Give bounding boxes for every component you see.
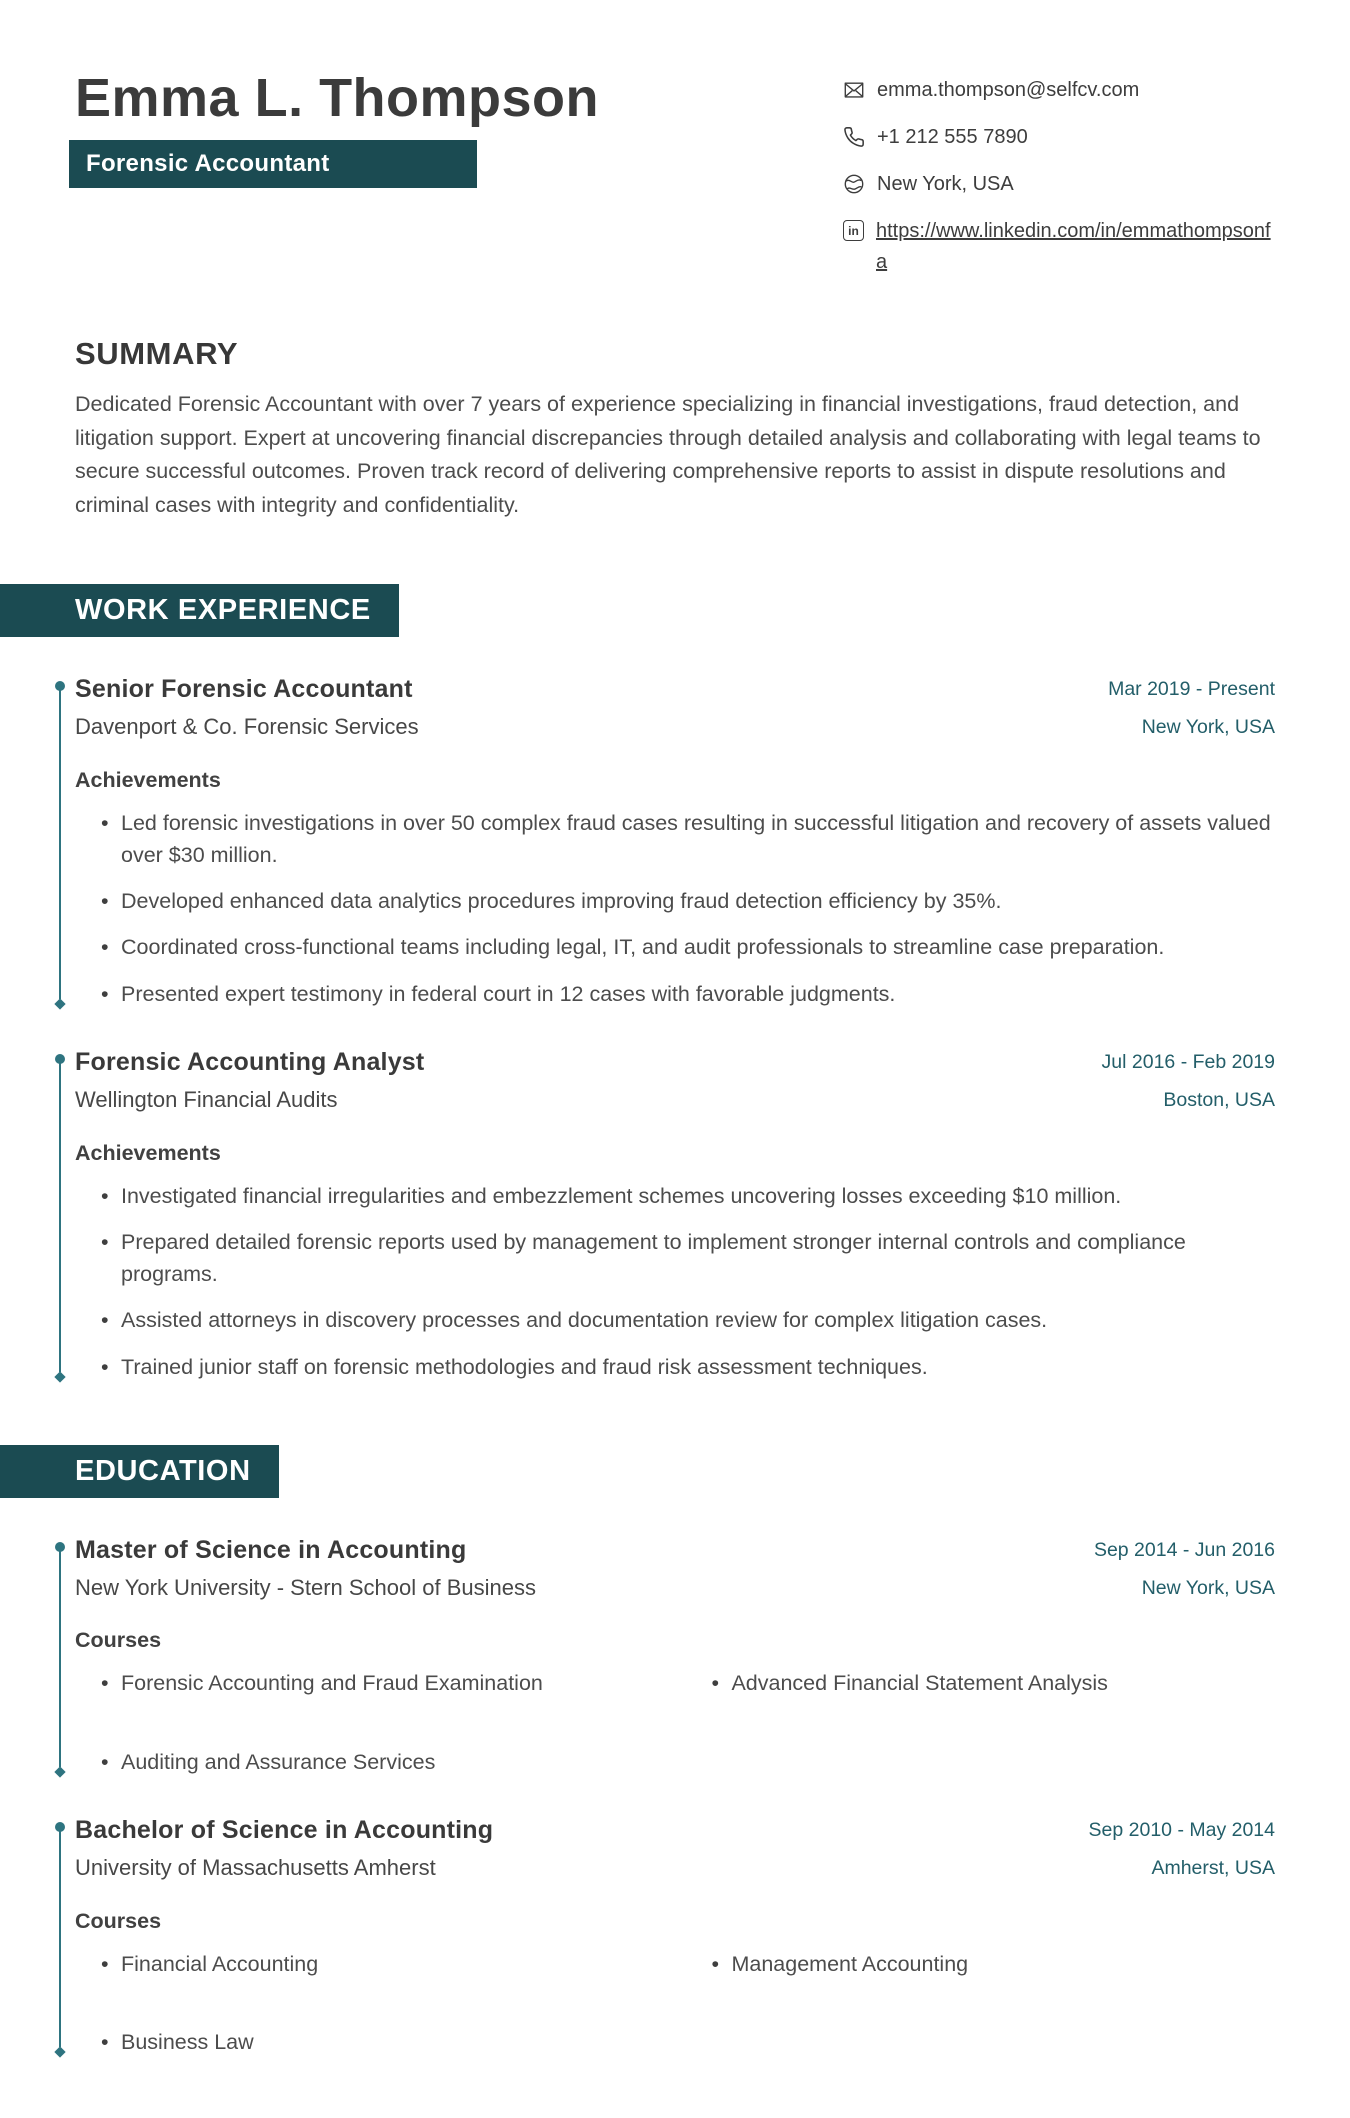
timeline-line — [59, 690, 61, 999]
achievement-item: • Assisted attorneys in discovery processes and documentation review for complex litigation cases. — [101, 1304, 1275, 1336]
degree-block — [75, 1536, 536, 1603]
job-location: Boston, USA — [1163, 1088, 1275, 1111]
course-item: • Auditing and Assurance Services — [101, 1746, 711, 1778]
achievement-item: • Led forensic investigations in over 50 complex fraud cases resulting in successful litigation and recovery of assets valued over $30 million. — [101, 807, 1275, 872]
education-location: Amherst, USA — [1151, 1856, 1275, 1879]
achievements-label: Achievements — [75, 1140, 221, 1165]
achievements-list — [75, 807, 1275, 1010]
job-title-block — [75, 1048, 424, 1115]
timeline — [55, 1054, 66, 1381]
phone-icon — [843, 126, 865, 148]
work-experience-heading: WORK EXPERIENCE — [0, 584, 399, 637]
job-dates-block — [1102, 1048, 1275, 1112]
job-title-ribbon — [69, 140, 477, 188]
course-item: • Financial Accounting — [101, 1948, 711, 1980]
linkedin-link[interactable]: https://www.linkedin.com/in/emmathompsonfa — [876, 220, 1271, 273]
section-summary — [75, 336, 1275, 522]
contact-phone-row — [843, 122, 1275, 153]
contact-phone-text: +1 212 555 7890 — [877, 126, 1028, 148]
job-entry-head — [75, 675, 1275, 742]
education-entry-1 — [75, 1536, 1275, 1778]
courses-label: Courses — [75, 1628, 162, 1653]
school-name: New York University - Stern School of Business — [75, 1574, 536, 1600]
timeline-line — [59, 1831, 61, 2047]
job-entry-1 — [75, 675, 1275, 1010]
globe-icon — [843, 173, 865, 195]
education-dates-block — [1089, 1816, 1275, 1880]
job-location: New York, USA — [1141, 716, 1275, 739]
job-role: Senior Forensic Accountant — [75, 675, 413, 704]
course-item: • Advanced Financial Statement Analysis — [711, 1667, 1275, 1699]
contact-linkedin-row — [843, 216, 1275, 278]
job-title-block — [75, 675, 419, 742]
timeline-diamond — [54, 1766, 65, 1777]
degree-block — [75, 1816, 493, 1883]
job-date-range: Mar 2019 - Present — [1108, 678, 1275, 701]
contact-list — [843, 75, 1275, 278]
education-location: New York, USA — [1141, 1576, 1275, 1599]
company-name: Wellington Financial Audits — [75, 1086, 338, 1112]
summary-text: Dedicated Forensic Accountant with over 7 years of experience specializing in financial investigations, fraud detection, and litigation support. Expert at uncovering financial discrepancies through detailed analysis and collaborating with legal teams to secure successful outcomes. Proven track record of delivering comprehensive reports to assist in dispute resolutions and criminal cases with integrity and confidentiality. — [75, 392, 1261, 517]
envelope-icon — [843, 79, 865, 101]
timeline — [55, 681, 66, 1008]
timeline-diamond — [54, 1371, 65, 1382]
education-entry-2 — [75, 1816, 1275, 2058]
timeline — [55, 1542, 66, 1776]
courses-label: Courses — [75, 1908, 162, 1933]
achievement-item: • Developed enhanced data analytics procedures improving fraud detection efficiency by 35%. — [101, 885, 1275, 917]
achievement-item: • Coordinated cross-functional teams including legal, IT, and audit professionals to streamline case preparation. — [101, 931, 1275, 963]
education-heading: EDUCATION — [0, 1445, 279, 1498]
job-dates-block — [1108, 675, 1275, 739]
linkedin-icon: in — [843, 220, 864, 241]
course-item: • Management Accounting — [711, 1948, 1275, 1980]
courses-list — [75, 1667, 1275, 1778]
achievement-item: • Trained junior staff on forensic methodologies and fraud risk assessment techniques. — [101, 1351, 1275, 1383]
header — [75, 55, 1275, 278]
degree-name: Bachelor of Science in Accounting — [75, 1815, 494, 1844]
education-date-range: Sep 2010 - May 2014 — [1088, 1818, 1275, 1841]
timeline — [55, 1822, 66, 2056]
achievements-label: Achievements — [75, 767, 221, 792]
job-title-text: Forensic Accountant — [86, 150, 330, 178]
person-name: Emma L. Thompson — [75, 68, 600, 128]
achievement-item: • Presented expert testimony in federal court in 12 cases with favorable judgments. — [101, 978, 1275, 1010]
contact-location-text: New York, USA — [877, 173, 1014, 195]
timeline-line — [59, 1551, 61, 1767]
timeline-line — [59, 1063, 61, 1372]
job-entry-2 — [75, 1048, 1275, 1383]
job-role: Forensic Accounting Analyst — [75, 1047, 425, 1076]
section-work-experience — [75, 522, 1275, 1383]
identity-block — [75, 55, 843, 188]
contact-email-row — [843, 75, 1275, 106]
school-name: University of Massachusetts Amherst — [75, 1854, 436, 1880]
course-item: • Forensic Accounting and Fraud Examination — [101, 1667, 711, 1699]
job-entry-head — [75, 1048, 1275, 1115]
section-education — [75, 1383, 1275, 2058]
degree-name: Master of Science in Accounting — [75, 1535, 467, 1564]
summary-heading: SUMMARY — [75, 336, 239, 371]
education-date-range: Sep 2014 - Jun 2016 — [1093, 1538, 1275, 1561]
timeline-diamond — [54, 2046, 65, 2057]
course-item: • Business Law — [101, 2026, 711, 2058]
company-name: Davenport & Co. Forensic Services — [75, 714, 419, 740]
achievement-item: • Prepared detailed forensic reports used by management to implement stronger internal controls and compliance programs. — [101, 1226, 1275, 1291]
timeline-diamond — [54, 998, 65, 1009]
job-date-range: Jul 2016 - Feb 2019 — [1101, 1050, 1275, 1073]
courses-list — [75, 1948, 1275, 2059]
achievements-list — [75, 1180, 1275, 1383]
contact-location-row — [843, 169, 1275, 200]
education-entry-head — [75, 1816, 1275, 1883]
education-dates-block — [1094, 1536, 1275, 1600]
achievement-item: • Investigated financial irregularities and embezzlement schemes uncovering losses exceeding $10 million. — [101, 1180, 1275, 1212]
contact-email-text: emma.thompson@selfcv.com — [877, 79, 1140, 101]
education-entry-head — [75, 1536, 1275, 1603]
